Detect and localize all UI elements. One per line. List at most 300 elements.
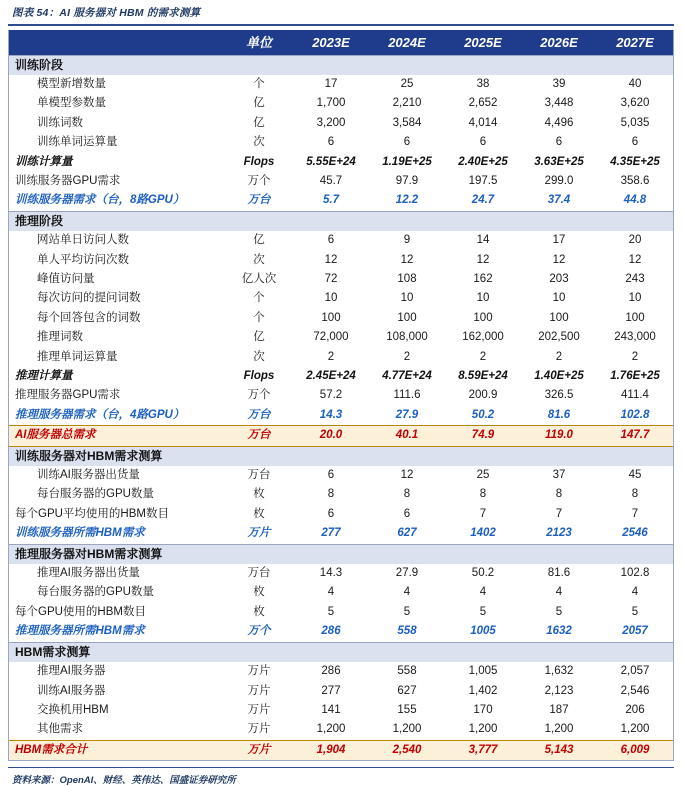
row-unit: 万片 [225, 662, 293, 681]
row-value-2025e: 1005 [445, 622, 521, 642]
row-value-2027e: 2,057 [597, 662, 673, 681]
row-unit: 亿 [225, 231, 293, 250]
row-value-2023e: 57.2 [319, 389, 343, 402]
row-unit: 个 [225, 309, 293, 328]
table-section-row [9, 55, 673, 75]
row-value-2024e [369, 211, 445, 231]
row-value-2026e: 39 [521, 75, 597, 94]
row-value-2026e: 17 [521, 231, 597, 250]
row-value-2024e: 40.1 [369, 426, 445, 446]
header-year-2026e: 2026E [521, 30, 597, 56]
row-value-2026e: 3,448 [521, 94, 597, 113]
row-label: 训练服务器GPU需求 [15, 174, 121, 187]
row-unit: 枚 [225, 485, 293, 504]
row-unit: 亿 [225, 328, 293, 347]
row-label: 推理词数 [9, 328, 225, 347]
row-value-2026e: 81.6 [521, 564, 597, 583]
row-value-2026e: 326.5 [544, 389, 574, 402]
table-row [9, 662, 673, 681]
row-value-2023e: 100 [293, 309, 369, 328]
row-value-2024e: 627 [369, 524, 445, 544]
row-value-2025e: 14 [445, 231, 521, 250]
row-value-2024e: 6 [403, 507, 411, 520]
row-label: 每台服务器的GPU数量 [9, 485, 225, 504]
table-wrapper [8, 30, 674, 762]
row-label: 单模型参数量 [9, 94, 225, 113]
row-value-2025e: 2.40E+25 [445, 153, 521, 172]
row-value-2023e [293, 544, 369, 564]
row-unit [225, 446, 293, 466]
row-value-2023e: 277 [293, 524, 369, 544]
row-label: 每次访问的提问词数 [9, 289, 225, 308]
row-label: 推理服务器GPU需求 [15, 389, 121, 402]
row-value-2025e: 6 [445, 133, 521, 152]
row-unit: 万片 [225, 701, 293, 720]
row-value-2024e [369, 55, 445, 75]
row-value-2023e: 72 [293, 270, 369, 289]
row-label: 网站单日访问人数 [9, 231, 225, 250]
row-value-2025e [445, 642, 521, 662]
row-value-2026e: 4,496 [521, 114, 597, 133]
header-label-col [9, 30, 225, 56]
table-row [9, 622, 673, 642]
row-unit [225, 544, 293, 564]
row-value-2024e: 1,200 [369, 720, 445, 740]
row-value-2023e: 1,904 [293, 740, 369, 760]
row-unit: 亿人次 [225, 270, 293, 289]
row-label: 推理单词运算量 [9, 348, 225, 367]
row-value-2026e: 2,123 [521, 682, 597, 701]
row-unit: 个 [225, 75, 293, 94]
row-value-2023e: 4 [293, 583, 369, 602]
row-unit: 万个 [225, 622, 293, 642]
row-value-2026e: 5 [555, 605, 563, 618]
row-value-2025e: 1,402 [445, 682, 521, 701]
row-value-2026e: 203 [521, 270, 597, 289]
row-value-2025e [445, 544, 521, 564]
table-row [9, 191, 673, 211]
row-value-2027e [597, 642, 673, 662]
row-unit: 枚 [253, 507, 265, 520]
row-unit: 枚 [225, 583, 293, 602]
row-value-2026e: 8 [521, 485, 597, 504]
row-unit: 万个 [247, 174, 271, 187]
row-value-2027e: 102.8 [597, 406, 673, 426]
row-label: 每个GPU使用的HBM数目 [15, 605, 146, 618]
row-value-2025e: 100 [445, 309, 521, 328]
row-label: 其他需求 [9, 720, 225, 740]
row-value-2027e: 100 [597, 309, 673, 328]
row-label: 每个回答包含的词数 [9, 309, 225, 328]
row-label: 峰值访问量 [9, 270, 225, 289]
row-label: HBM需求测算 [9, 642, 225, 662]
table-row [9, 153, 673, 172]
row-value-2023e: 286 [293, 662, 369, 681]
row-value-2023e: 286 [293, 622, 369, 642]
row-unit [225, 211, 293, 231]
row-value-2023e: 6 [327, 507, 335, 520]
table-head [9, 30, 673, 56]
row-value-2023e: 3,200 [293, 114, 369, 133]
row-value-2023e: 72,000 [293, 328, 369, 347]
row-value-2027e: 20 [597, 231, 673, 250]
row-value-2023e: 45.7 [319, 174, 343, 187]
row-value-2027e: 44.8 [597, 191, 673, 211]
row-value-2026e [521, 446, 597, 466]
row-unit: 万台 [225, 191, 293, 211]
table-row [9, 172, 673, 191]
row-unit: 亿 [225, 114, 293, 133]
row-value-2024e: 6 [369, 133, 445, 152]
row-value-2026e: 2123 [521, 524, 597, 544]
row-value-2025e: 162 [445, 270, 521, 289]
row-unit: 次 [225, 348, 293, 367]
row-value-2027e [597, 211, 673, 231]
row-value-2024e: 108,000 [369, 328, 445, 347]
row-label: 训练阶段 [9, 55, 225, 75]
table-row [9, 75, 673, 94]
row-value-2025e: 25 [445, 466, 521, 485]
row-value-2024e: 111.6 [393, 389, 421, 402]
row-value-2027e: 243 [597, 270, 673, 289]
row-unit: 亿 [225, 94, 293, 113]
table-section-row [9, 211, 673, 231]
row-value-2023e: 1,200 [293, 720, 369, 740]
row-value-2024e: 27.9 [369, 406, 445, 426]
row-value-2026e: 37 [521, 466, 597, 485]
row-value-2023e: 8 [293, 485, 369, 504]
row-label: AI服务器总需求 [9, 426, 225, 446]
row-value-2023e [293, 642, 369, 662]
row-value-2026e: 187 [521, 701, 597, 720]
row-value-2023e [293, 446, 369, 466]
row-value-2024e [369, 544, 445, 564]
row-label: 推理阶段 [9, 211, 225, 231]
table-row [9, 348, 673, 367]
row-value-2025e: 200.9 [468, 389, 498, 402]
row-value-2024e: 12 [369, 251, 445, 270]
row-value-2025e: 74.9 [445, 426, 521, 446]
row-value-2027e: 5 [631, 605, 639, 618]
row-label: 训练服务器所需HBM需求 [9, 524, 225, 544]
row-value-2026e: 100 [521, 309, 597, 328]
row-label: 推理AI服务器 [9, 662, 225, 681]
table-row [9, 133, 673, 152]
row-value-2027e: 102.8 [597, 564, 673, 583]
row-value-2027e: 2057 [597, 622, 673, 642]
row-value-2025e: 1402 [445, 524, 521, 544]
row-value-2023e: 141 [293, 701, 369, 720]
row-label: HBM需求合计 [9, 740, 225, 760]
row-value-2025e: 24.7 [445, 191, 521, 211]
row-label: 单人平均访问次数 [9, 251, 225, 270]
row-value-2027e: 5,035 [597, 114, 673, 133]
row-value-2026e: 6 [521, 133, 597, 152]
row-value-2023e [293, 55, 369, 75]
table-row [9, 682, 673, 701]
row-unit [225, 642, 293, 662]
row-value-2026e: 12 [521, 251, 597, 270]
table-row [9, 114, 673, 133]
row-value-2023e: 12 [293, 251, 369, 270]
row-value-2027e: 1,200 [597, 720, 673, 740]
table-row [9, 328, 673, 347]
row-value-2024e: 108 [369, 270, 445, 289]
row-value-2026e: 202,500 [521, 328, 597, 347]
row-label: 训练计算量 [9, 153, 225, 172]
table-row [9, 720, 673, 740]
row-value-2025e: 1,005 [445, 662, 521, 681]
table-body [9, 55, 673, 761]
row-value-2026e: 1,200 [521, 720, 597, 740]
row-value-2023e: 20.0 [293, 426, 369, 446]
row-label: 每个GPU平均使用的HBM数目 [15, 507, 169, 520]
table-header-row [9, 30, 673, 56]
row-value-2026e: 2 [521, 348, 597, 367]
table-row [9, 583, 673, 602]
row-value-2026e: 119.0 [521, 426, 597, 446]
row-value-2027e [597, 544, 673, 564]
row-value-2024e: 4 [369, 583, 445, 602]
row-value-2026e: 299.0 [544, 174, 574, 187]
row-value-2024e: 155 [369, 701, 445, 720]
row-value-2024e: 97.9 [395, 174, 419, 187]
row-unit: 万片 [225, 524, 293, 544]
row-value-2024e: 2,210 [369, 94, 445, 113]
row-label: 模型新增数量 [9, 75, 225, 94]
row-value-2024e: 558 [369, 622, 445, 642]
row-value-2024e: 12.2 [369, 191, 445, 211]
row-value-2023e: 2.45E+24 [293, 367, 369, 386]
row-value-2027e: 3,620 [597, 94, 673, 113]
row-value-2023e: 6 [293, 133, 369, 152]
row-unit: 枚 [253, 605, 265, 618]
row-value-2027e: 243,000 [597, 328, 673, 347]
row-value-2024e: 10 [369, 289, 445, 308]
row-label: 推理服务器所需HBM需求 [9, 622, 225, 642]
caption-divider [8, 24, 674, 26]
row-value-2024e [369, 446, 445, 466]
row-value-2027e: 8 [597, 485, 673, 504]
row-value-2025e: 2,652 [445, 94, 521, 113]
row-value-2023e: 6 [293, 466, 369, 485]
table-row [9, 564, 673, 583]
row-label: 训练单词运算量 [9, 133, 225, 152]
table-row [9, 270, 673, 289]
table-row [9, 289, 673, 308]
row-value-2025e: 8 [445, 485, 521, 504]
row-value-2024e: 3,584 [369, 114, 445, 133]
row-value-2027e: 6,009 [597, 740, 673, 760]
row-value-2023e: 17 [293, 75, 369, 94]
row-label: 推理AI服务器出货量 [9, 564, 225, 583]
header-unit-col: 单位 [225, 30, 293, 56]
row-unit: Flops [225, 367, 293, 386]
row-value-2027e: 358.6 [620, 174, 650, 187]
row-value-2026e [521, 55, 597, 75]
row-value-2025e [445, 55, 521, 75]
row-label: 训练AI服务器出货量 [9, 466, 225, 485]
header-year-2025e: 2025E [445, 30, 521, 56]
header-year-2024e: 2024E [369, 30, 445, 56]
row-value-2026e: 7 [555, 507, 563, 520]
hbm-demand-table [9, 30, 673, 762]
row-value-2025e [445, 446, 521, 466]
row-value-2024e: 9 [369, 231, 445, 250]
row-unit: 个 [225, 289, 293, 308]
row-value-2027e: 7 [631, 507, 639, 520]
row-value-2027e: 147.7 [597, 426, 673, 446]
row-value-2025e: 50.2 [445, 564, 521, 583]
row-unit: 万台 [225, 406, 293, 426]
table-row [9, 701, 673, 720]
table-row [9, 231, 673, 250]
table-row [9, 524, 673, 544]
row-label: 训练服务器对HBM需求测算 [9, 446, 225, 466]
table-row [9, 485, 673, 504]
row-value-2025e: 197.5 [468, 174, 498, 187]
row-value-2025e: 2 [445, 348, 521, 367]
row-label: 推理服务器需求（台，4路GPU） [9, 406, 225, 426]
row-value-2027e [597, 446, 673, 466]
table-row [9, 94, 673, 113]
row-value-2027e: 411.4 [621, 389, 649, 402]
table-row [9, 505, 673, 524]
row-value-2026e: 10 [521, 289, 597, 308]
row-value-2027e: 206 [597, 701, 673, 720]
row-value-2024e: 558 [369, 662, 445, 681]
row-value-2026e: 1,632 [521, 662, 597, 681]
row-value-2024e: 27.9 [369, 564, 445, 583]
table-section-row [9, 446, 673, 466]
row-value-2023e: 5 [327, 605, 335, 618]
row-value-2023e: 5.7 [293, 191, 369, 211]
row-value-2025e: 170 [445, 701, 521, 720]
row-value-2024e: 2 [369, 348, 445, 367]
row-unit: 万片 [225, 720, 293, 740]
row-unit [225, 55, 293, 75]
row-value-2025e [445, 211, 521, 231]
row-value-2026e: 5,143 [521, 740, 597, 760]
row-value-2025e: 10 [445, 289, 521, 308]
row-value-2024e: 12 [369, 466, 445, 485]
row-value-2027e: 4.35E+25 [597, 153, 673, 172]
table-row [9, 386, 673, 405]
row-value-2027e: 2546 [597, 524, 673, 544]
row-value-2026e [521, 211, 597, 231]
row-unit: 万片 [225, 740, 293, 760]
row-value-2026e [521, 544, 597, 564]
row-value-2024e: 5 [403, 605, 411, 618]
row-value-2026e: 3.63E+25 [521, 153, 597, 172]
row-value-2023e: 14.3 [293, 564, 369, 583]
row-value-2027e: 6 [597, 133, 673, 152]
table-row [9, 309, 673, 328]
table-row [9, 740, 673, 760]
row-value-2025e: 1,200 [445, 720, 521, 740]
row-label: 每台服务器的GPU数量 [9, 583, 225, 602]
row-unit: 万个 [247, 389, 271, 402]
row-value-2023e [293, 211, 369, 231]
row-value-2025e: 7 [479, 507, 487, 520]
table-row [9, 603, 673, 622]
table-row [9, 426, 673, 446]
row-label: 训练词数 [9, 114, 225, 133]
row-unit: 万台 [225, 426, 293, 446]
header-year-2023e: 2023E [293, 30, 369, 56]
row-unit: 次 [225, 251, 293, 270]
row-value-2025e: 4,014 [445, 114, 521, 133]
row-value-2025e: 162,000 [445, 328, 521, 347]
row-value-2026e: 1.40E+25 [521, 367, 597, 386]
figure-caption: 图表 54：AI 服务器对 HBM 的需求测算 [12, 7, 201, 19]
row-value-2023e: 10 [293, 289, 369, 308]
row-value-2025e: 50.2 [445, 406, 521, 426]
row-value-2026e: 81.6 [521, 406, 597, 426]
row-value-2027e: 2,546 [597, 682, 673, 701]
table-section-row [9, 544, 673, 564]
row-value-2023e: 1,700 [293, 94, 369, 113]
row-value-2025e: 12 [445, 251, 521, 270]
row-value-2024e: 2,540 [369, 740, 445, 760]
row-label: 交换机用HBM [9, 701, 225, 720]
row-value-2024e: 627 [369, 682, 445, 701]
row-value-2025e: 4 [445, 583, 521, 602]
table-row [9, 367, 673, 386]
row-value-2024e [369, 642, 445, 662]
table-row [9, 466, 673, 485]
row-value-2027e: 4 [597, 583, 673, 602]
row-value-2027e: 2 [597, 348, 673, 367]
row-value-2027e: 10 [597, 289, 673, 308]
row-value-2023e: 6 [293, 231, 369, 250]
row-value-2024e: 4.77E+24 [369, 367, 445, 386]
row-unit: 万台 [225, 466, 293, 485]
row-label: 推理计算量 [9, 367, 225, 386]
row-value-2023e: 2 [293, 348, 369, 367]
table-section-row [9, 642, 673, 662]
table-row [9, 251, 673, 270]
row-value-2023e: 14.3 [293, 406, 369, 426]
row-value-2027e: 45 [597, 466, 673, 485]
row-value-2025e: 5 [479, 605, 487, 618]
row-unit: 万片 [225, 682, 293, 701]
row-value-2026e: 37.4 [521, 191, 597, 211]
row-value-2027e: 1.76E+25 [597, 367, 673, 386]
row-label: 训练服务器需求（台，8路GPU） [9, 191, 225, 211]
row-unit: 次 [225, 133, 293, 152]
row-value-2024e: 100 [369, 309, 445, 328]
source-note: 资料来源：OpenAI、财经、英伟达、国盛证券研究所 [12, 775, 236, 786]
row-unit: 万台 [225, 564, 293, 583]
row-value-2026e: 1632 [521, 622, 597, 642]
table-row [9, 406, 673, 426]
row-value-2026e: 4 [521, 583, 597, 602]
row-value-2026e [521, 642, 597, 662]
row-label: 推理服务器对HBM需求测算 [9, 544, 225, 564]
row-value-2024e: 25 [369, 75, 445, 94]
row-value-2024e: 1.19E+25 [369, 153, 445, 172]
header-year-2027e: 2027E [597, 30, 673, 56]
row-unit: Flops [225, 153, 293, 172]
row-value-2027e: 40 [597, 75, 673, 94]
row-value-2027e [597, 55, 673, 75]
row-value-2023e: 5.55E+24 [293, 153, 369, 172]
row-value-2025e: 3,777 [445, 740, 521, 760]
row-value-2024e: 8 [369, 485, 445, 504]
row-label: 训练AI服务器 [9, 682, 225, 701]
row-value-2025e: 38 [445, 75, 521, 94]
